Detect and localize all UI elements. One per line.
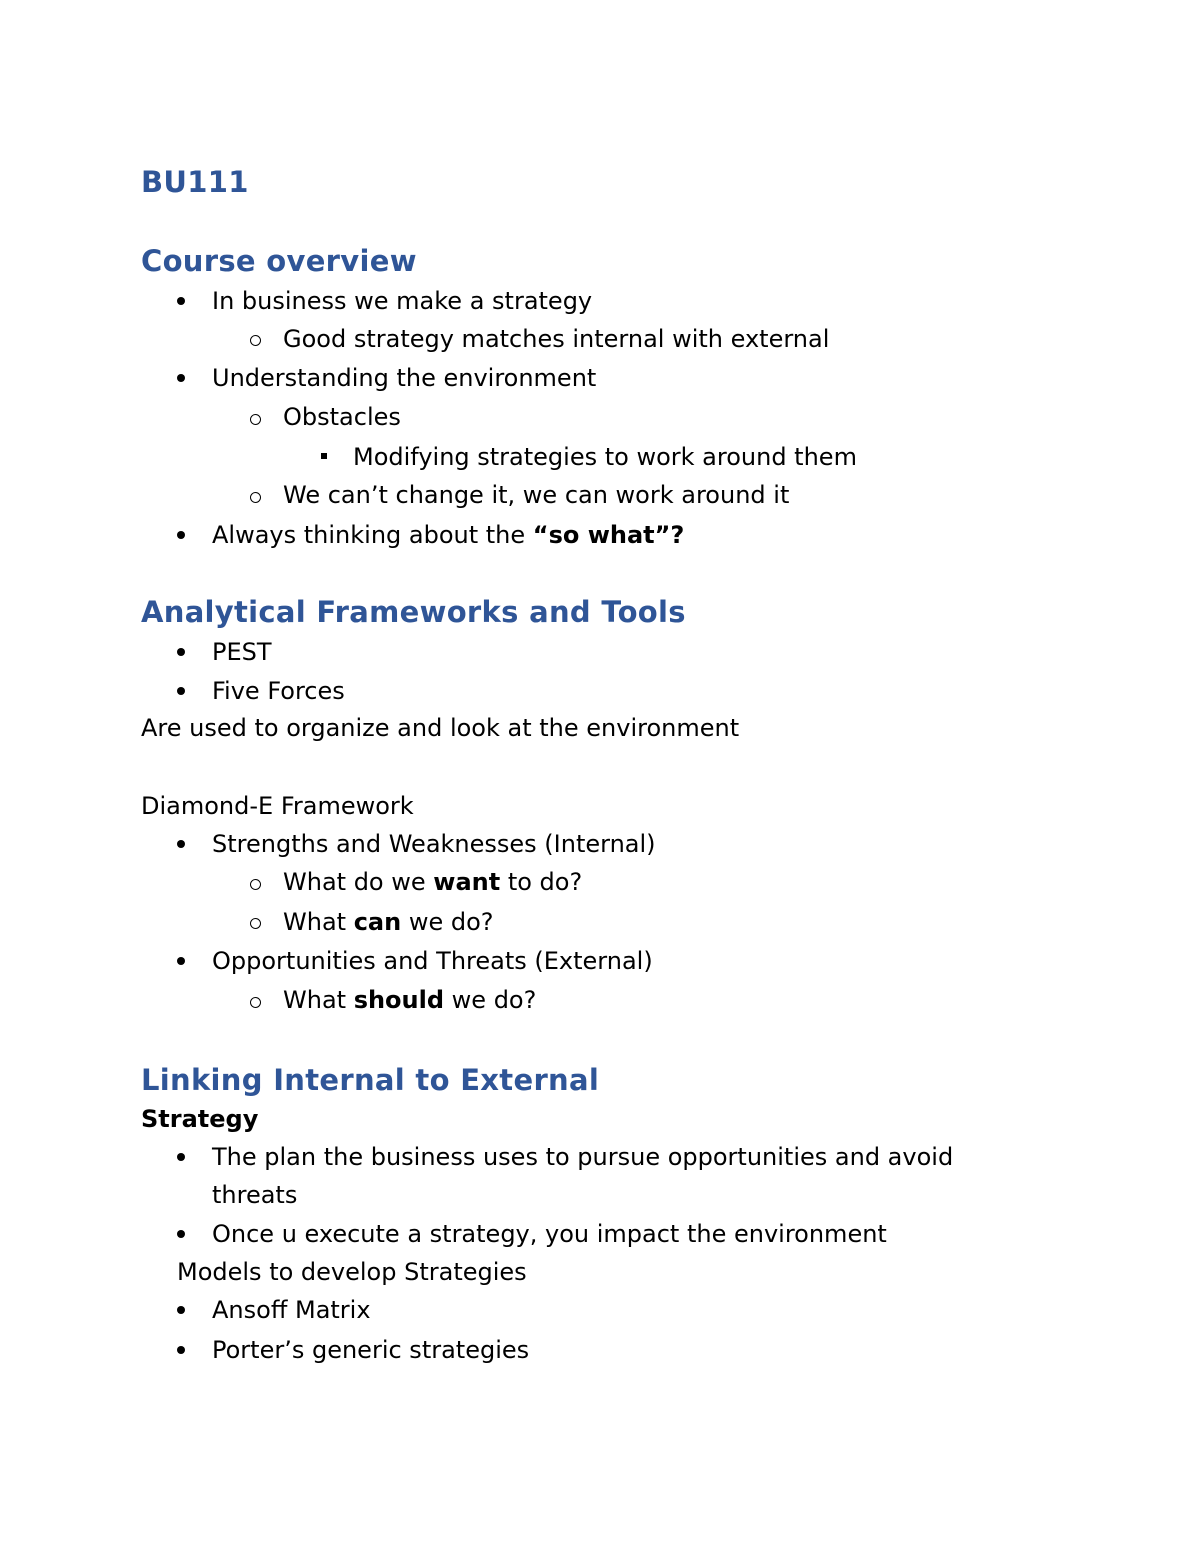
emphasis-text: can bbox=[353, 908, 402, 936]
bullet-dot-icon bbox=[177, 840, 185, 848]
bullet-circle-icon bbox=[250, 918, 261, 929]
list-item bbox=[283, 988, 536, 1012]
heading-linking: Linking Internal to External bbox=[141, 1063, 600, 1097]
emphasis-text: want bbox=[433, 868, 501, 896]
list-item: In business we make a strategy bbox=[212, 287, 593, 315]
list-item: Once u execute a strategy, you impact the environment bbox=[212, 1220, 887, 1248]
bullet-circle-icon bbox=[250, 414, 261, 425]
bullet-dot-icon bbox=[177, 687, 185, 695]
list-item: Porter’s generic strategies bbox=[212, 1336, 530, 1364]
heading-course-overview: Course overview bbox=[141, 244, 417, 278]
list-item bbox=[212, 523, 684, 547]
document-title: BU111 bbox=[141, 165, 249, 199]
list-item-continuation: threats bbox=[212, 1181, 298, 1209]
text-run: Always thinking about the bbox=[212, 521, 533, 549]
list-item: The plan the business uses to pursue opportunities and avoid bbox=[212, 1143, 954, 1171]
bullet-square-icon bbox=[321, 453, 327, 459]
bullet-dot-icon bbox=[177, 648, 185, 656]
list-item: We can’t change it, we can work around it bbox=[283, 481, 790, 509]
bullet-dot-icon bbox=[177, 374, 185, 382]
list-item: Modifying strategies to work around them bbox=[353, 443, 857, 471]
text-run: we do? bbox=[444, 986, 537, 1014]
bullet-dot-icon bbox=[177, 1230, 185, 1238]
emphasis-text: “so what”? bbox=[532, 521, 685, 549]
diamond-e-title: Diamond-E Framework bbox=[141, 792, 414, 820]
paragraph: Are used to organize and look at the environment bbox=[141, 714, 740, 742]
list-item: Good strategy matches internal with external bbox=[283, 325, 830, 353]
strategy-label: Strategy bbox=[141, 1105, 259, 1133]
list-item bbox=[283, 910, 494, 934]
heading-analytical-frameworks: Analytical Frameworks and Tools bbox=[141, 595, 686, 629]
list-item: Opportunities and Threats (External) bbox=[212, 947, 653, 975]
bullet-dot-icon bbox=[177, 297, 185, 305]
list-item: Strengths and Weaknesses (Internal) bbox=[212, 830, 656, 858]
list-item: PEST bbox=[212, 638, 272, 666]
emphasis-text: should bbox=[353, 986, 445, 1014]
bullet-circle-icon bbox=[250, 492, 261, 503]
text-run: to do? bbox=[500, 868, 583, 896]
bullet-circle-icon bbox=[250, 997, 261, 1008]
bullet-dot-icon bbox=[177, 957, 185, 965]
bullet-dot-icon bbox=[177, 1346, 185, 1354]
list-item: Ansoff Matrix bbox=[212, 1296, 371, 1324]
text-run: What bbox=[283, 986, 354, 1014]
text-run: What do we bbox=[283, 868, 434, 896]
text-run: we do? bbox=[401, 908, 494, 936]
list-item: Five Forces bbox=[212, 677, 345, 705]
bullet-circle-icon bbox=[250, 335, 261, 346]
models-label: Models to develop Strategies bbox=[177, 1258, 527, 1286]
list-item: Obstacles bbox=[283, 403, 401, 431]
text-run: What bbox=[283, 908, 354, 936]
bullet-dot-icon bbox=[177, 531, 185, 539]
bullet-dot-icon bbox=[177, 1153, 185, 1161]
bullet-dot-icon bbox=[177, 1306, 185, 1314]
bullet-circle-icon bbox=[250, 879, 261, 890]
list-item bbox=[283, 870, 582, 894]
list-item: Understanding the environment bbox=[212, 364, 597, 392]
